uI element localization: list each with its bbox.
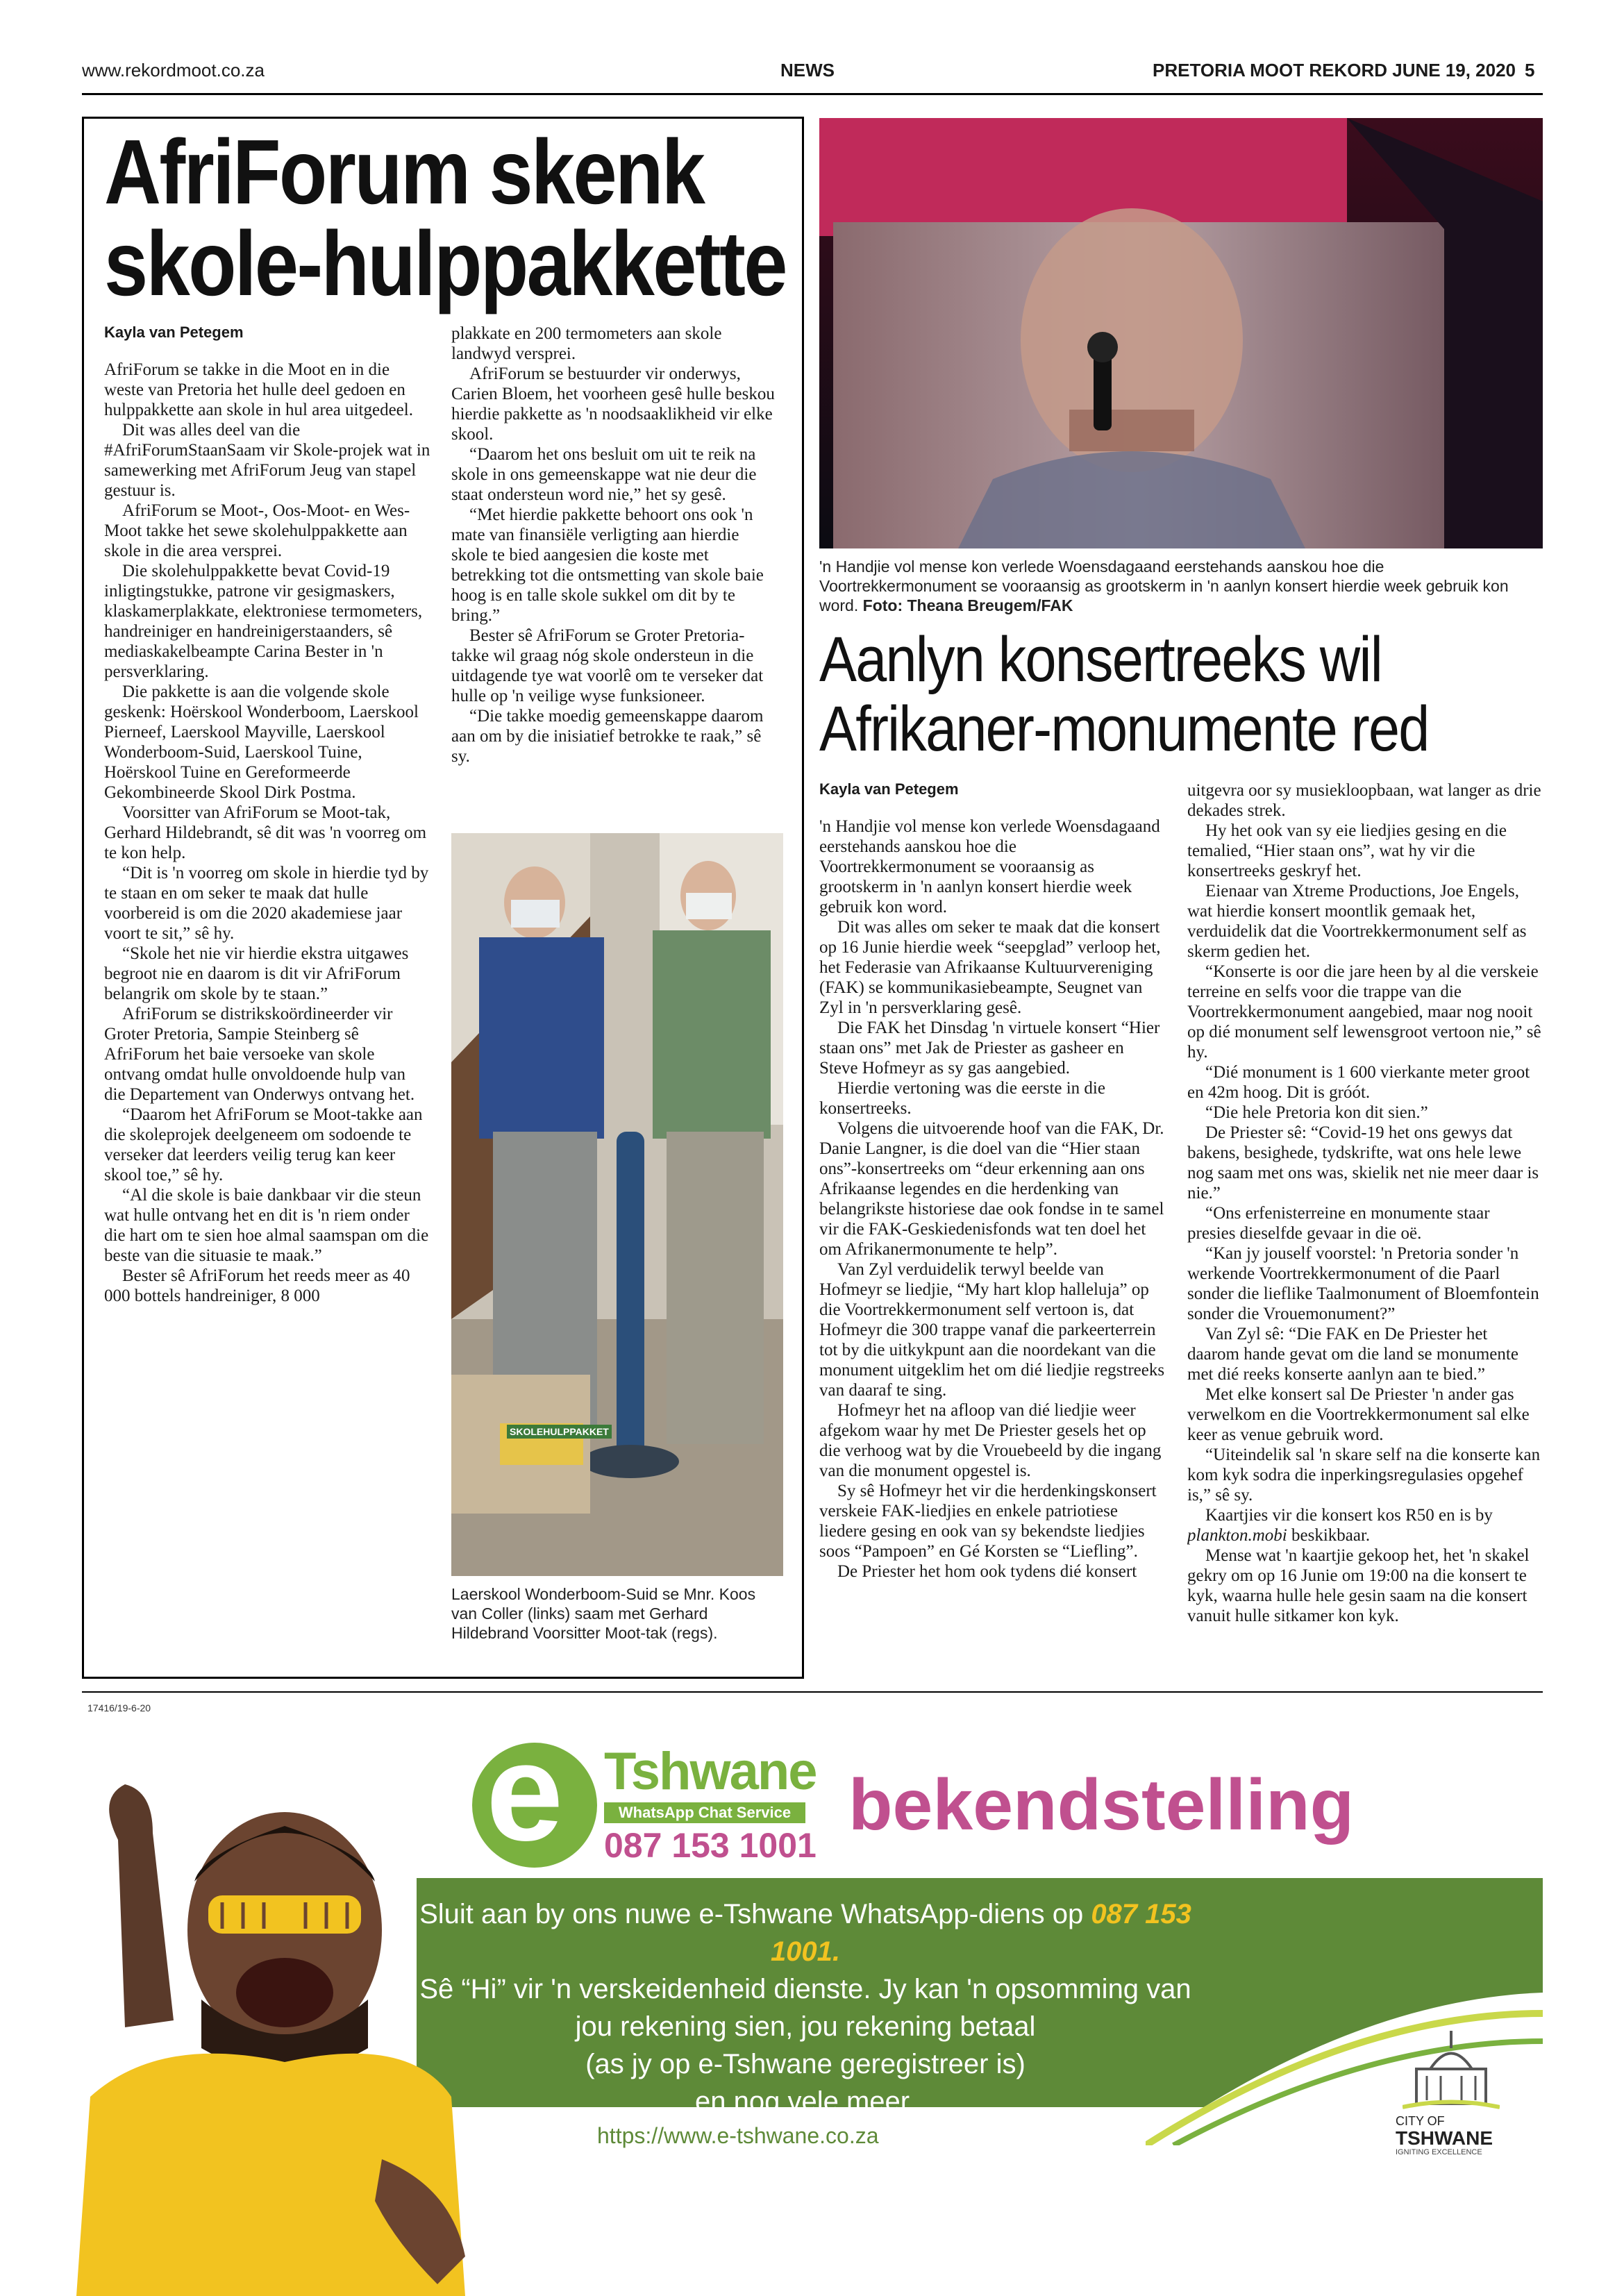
ad-logo-service: WhatsApp Chat Service <box>604 1802 805 1823</box>
paragraph: “Daarom het AfriForum se Moot-takke aan die skoleprojek deelgeneem om sodoende te verseker dat leerders veilig terug kan keer skool toe,” sê hy. <box>104 1105 423 1184</box>
article1-column-2 <box>451 324 778 810</box>
paragraph: “Konserte is oor die jare heen by al die verskeie terreine en selfs voor die trappe van die Voortrekkermonument aangebied, maar nog nooit op dié monument self lewensgroot vertoon nie,” sê hy. <box>1187 962 1541 1062</box>
article2-photo-credit: Foto: Theana Breugem/FAK <box>862 596 1073 614</box>
paragraph: Hofmeyr het na afloop van dié liedjie weer afgekom waar hy met De Priester gesels het op die verhoog wat by die Vrouebeeld by die ingang van die monument opgestel is. <box>819 1401 1162 1480</box>
paragraph: Sy sê Hofmeyr het vir die herdenkingskonsert verskeie FAK-liedjies en enkele patriotiese liedere gesing en ook van sy bekendste liedjies soos “Pampoen” en Gé Korsten se “Liefling”. <box>819 1482 1157 1561</box>
article2-column-2 <box>1187 780 1541 1677</box>
article1-photo-image <box>451 833 783 1576</box>
paragraph: “Die takke moedig gemeenskappe daarom aan om by die inisiatief betrokke te raak,” sê sy. <box>451 707 764 766</box>
paragraph: AfriForum se bestuurder vir onderwys, Carien Bloem, het voorheen gesê hulle beskou hierdie pakkette as 'n noodsaaklikheid vir elke skool. <box>451 364 775 444</box>
header-edition: PRETORIA MOOT REKORD JUNE 19, 2020 <box>1153 60 1516 81</box>
article1-headline-line2: skole-hulppakkette <box>104 212 786 315</box>
paragraph: Die pakkette is aan die volgende skole geskenk: Hoërskool Wonderboom, Laerskool Pierneef, Laerskool Mayville, Laerskool Wonderboom-Suid, Laerskool Tuine, Hoërskool Tuine en Gereformeerde Gekombineerde Skool Dirk Postma. <box>104 682 419 802</box>
paragraph: “Al die skole is baie dankbaar vir die steun wat hulle ontvang het en dit is 'n riem onder die hart om te sien hoe almal saamspan om die beste van die situasie te maak.” <box>104 1186 429 1265</box>
ticket-link[interactable]: plankton.mobi <box>1187 1526 1287 1545</box>
paragraph: “Dié monument is 1 600 vierkante meter groot en 42m hoog. Dit is gróót. <box>1187 1063 1530 1102</box>
paragraph: Die FAK het Dinsdag 'n virtuele konsert “Hier staan ons” met Jak de Priester as gasheer en Steve Hofmeyr as sy gas aangebied. <box>819 1019 1160 1078</box>
ad-city-tagline: IGNITING EXCELLENCE <box>1396 2148 1482 2156</box>
ad-url[interactable]: https://www.e-tshwane.co.za <box>597 2123 879 2148</box>
paragraph: plakkate en 200 termometers aan skole landwyd versprei. <box>451 324 722 363</box>
ad-line-4: (as jy op e-Tshwane geregistreer is) <box>585 2049 1026 2079</box>
paragraph: Van Zyl verduidelik terwyl beelde van Hofmeyr se liedjie, “My hart klop halleluja” op die Voortrekkermonument self vertoon is, dat Hofmeyr die 300 trappe vanaf die parkeerterrein tot by die uitkykpunt aan die noordekant van die monument uitgeklim het om dié liedjie regstreeks van daaraf te sing. <box>819 1260 1165 1400</box>
header-rule <box>82 93 1543 95</box>
paragraph: 'n Handjie vol mense kon verlede Woensdagaand eerstehands aanskou hoe die Voortrekkermonument se vooraansig as grootskerm in 'n aanlyn konsert hierdie week gebruik kon word. <box>819 817 1160 916</box>
paragraph: “Ons erfenisterreine en monumente staar presies dieselfde gevaar in die oë. <box>1187 1204 1490 1243</box>
paragraph: Hy het ook van sy eie liedjies gesing en die temalied, “Hier staan ons”, wat hy vir die konsertreeks geskryf het. <box>1187 821 1507 880</box>
paragraph: “Kan jy jouself voorstel: 'n Pretoria sonder 'n werkende Voortrekkermonument of die Paarl sonder die lieflike Taalmonument of Bloemfontein sonder die Vrouemonument?” <box>1187 1244 1539 1323</box>
article2-headline-line1: Aanlyn konsertreeks wil <box>819 624 1382 695</box>
ad-person-image <box>76 1770 465 2296</box>
paragraph: Bester sê AfriForum het reeds meer as 40 000 bottels handreiniger, 8 000 <box>104 1266 410 1305</box>
city-hall-icon <box>1403 2027 1500 2111</box>
ad-logo-name: Tshwane <box>604 1742 817 1801</box>
paragraph: AfriForum se takke in die Moot en in die weste van Pretoria het hulle deel gedoen en hulppakkette aan skole in hul area uitgedeel. <box>104 360 413 419</box>
ad-phone[interactable]: 087 153 1001 <box>604 1826 817 1865</box>
article2-column-1 <box>819 816 1166 1677</box>
content-bottom-rule <box>82 1691 1543 1693</box>
paragraph: Eienaar van Xtreme Productions, Joe Engels, wat hierdie konsert moontlik gemaak het, verduidelik dat die Voortrekkermonument self as skerm gedien het. <box>1187 882 1527 961</box>
ad-city-of: CITY OF <box>1396 2114 1445 2128</box>
box-label: SKOLEHULPPAKKET <box>507 1425 612 1439</box>
paragraph: AfriForum se Moot-, Oos-Moot- en Wes-Moot takke het sewe skolehulppakkette aan skole in die area versprei. <box>104 501 410 560</box>
paragraph: Hierdie vertoning was die eerste in die konsertreeks. <box>819 1079 1105 1118</box>
ad-line-1-text: Sluit aan by ons nuwe e-Tshwane WhatsApp-diens op <box>419 1899 1091 1929</box>
paragraph: Die skolehulppakkette bevat Covid-19 inligtingstukke, patrone vir gesigmaskers, klaskamerplakkate, elektroniese termometers, handreiniger en handreinigerstaanders, sê mediaskakelbeampte Carina Bester in 'n persverklaring. <box>104 562 423 681</box>
article2-photo-caption <box>819 557 1541 615</box>
article2-caption-text: 'n Handjie vol mense kon verlede Woensdagaand eerstehands aanskou hoe die Voortrekkermonument se vooraansig as grootskerm in 'n aanlyn konsert hierdie week gebruik kon word. <box>819 558 1509 614</box>
paragraph: “Uiteindelik sal 'n skare self na die konserte kan kom kyk sodra die inperkingsregulasies opgehef is,” sê sy. <box>1187 1446 1541 1505</box>
ad-line-2: Sê “Hi” vir 'n verskeidenheid dienste. Jy kan 'n opsomming van <box>419 1974 1191 2004</box>
article1-photo <box>451 833 783 1576</box>
article2-photo <box>819 118 1543 548</box>
article1-column-1 <box>104 360 430 1679</box>
article2-headline <box>819 625 1516 764</box>
ad-line-1 <box>417 1895 1194 1970</box>
paragraph: “Met hierdie pakkette behoort ons ook 'n mate van finansiële verligting aan hierdie skole te bied aangesien die koste met betrekking tot die ontsmetting van skole baie hoog is en talle skole sukkel om dit by te bring.” <box>451 505 764 625</box>
header-section: NEWS <box>780 60 835 81</box>
paragraph: AfriForum se distrikskoördineerder vir Groter Pretoria, Sampie Steinberg sê AfriForum het baie versoeke van skole ontvang omdat hulle onvoldoende hulp van die Departement van Onderwys ontvang het. <box>104 1005 415 1104</box>
paragraph: Bester sê AfriForum se Groter Pretoria-takke wil graag nóg skole ondersteun in die uitdagende tye wat voorlê om te verseker dat hulle op 'n veilige wyse funksioneer. <box>451 626 764 705</box>
paragraph: “Skole het nie vir hierdie ekstra uitgawes begroot nie en daarom is dit vir AfriForum belangrik om skole by te staan.” <box>104 944 409 1003</box>
paragraph: Mense wat 'n kaartjie gekoop het, het 'n skakel gekry om op 16 Junie om 19:00 na die konsert te kyk, waarna hulle hele gesin saam na die konsert vanuit hulle sitkamer kon kyk. <box>1187 1546 1530 1625</box>
paragraph: Met elke konsert sal De Priester 'n ander gas verwelkom en die Voortrekkermonument sal elke keer as venue gebruik word. <box>1187 1385 1530 1444</box>
article2-photo-image <box>819 118 1543 548</box>
article1-photo-caption: Laerskool Wonderboom-Suid se Mnr. Koos van Coller (links) saam met Gerhard Hildebrand Voorsitter Moot-tak (regs). <box>451 1585 756 1642</box>
paragraph: Van Zyl sê: “Die FAK en De Priester het daarom hande gevat om die land se monumente met dié reeks konserte aanlyn aan te bied.” <box>1187 1325 1518 1384</box>
ad-title: bekendstelling <box>848 1765 1355 1845</box>
ad-line-3: jou rekening sien, jou rekening betaal <box>575 2011 1036 2042</box>
paragraph: Dit was alles deel van die #AfriForumStaanSaam vir Skole-projek wat in samewerking met AfriForum Jeug van stapel gestuur is. <box>104 421 430 500</box>
ad-city-name: TSHWANE <box>1396 2127 1493 2149</box>
ad-line-5: en nog vele meer. <box>695 2086 916 2117</box>
paragraph: Kaartjies vir die konsert kos R50 en is by plankton.mobi beskikbaar. <box>1187 1506 1493 1545</box>
article2-headline-line2: Afrikaner-monumente red <box>819 694 1429 764</box>
header-website[interactable]: www.rekordmoot.co.za <box>82 60 265 81</box>
ad-logo-e: e <box>486 1715 564 1870</box>
ad-copy <box>417 1895 1194 2120</box>
footer-code: 17416/19-6-20 <box>87 1702 151 1713</box>
ticket-suffix: beskikbaar. <box>1287 1526 1371 1545</box>
advert <box>0 1715 1624 2296</box>
ad-line-1-phone[interactable]: 087 153 1001. <box>770 1899 1191 1967</box>
article1-headline-line1: AfriForum skenk <box>104 121 704 223</box>
article2-byline: Kayla van Petegem <box>819 780 959 798</box>
paragraph: Volgens die uitvoerende hoof van die FAK, Dr. Danie Langner, is die doel van die “Hier staan ons”-konsertreeks om “deur erkenning aan ons Afrikaanse legendes en die herdenking van belangrikste historiese dae ook fondse in te samel vir die FAK-Geskiedenisfonds wat ten doel het om Afrikanermonumente te help”. <box>819 1119 1164 1259</box>
paragraph: Dit was alles om seker te maak dat die konsert op 16 Junie hierdie week “seepglad” verloop het, het Federasie van Afrikaanse Kultuurvereniging (FAK) se kommunikasiebeampte, Seugnet van Zyl in 'n persverklaring gesê. <box>819 918 1161 1017</box>
paragraph: “Dit is 'n voorreg om skole in hierdie tyd by te staan en om seker te maak dat hulle voorbereid is om die 2020 akademiese jaar voort te sit,” sê hy. <box>104 864 429 943</box>
paragraph: uitgevra oor sy musiekloopbaan, wat langer as drie dekades strek. <box>1187 781 1541 820</box>
paragraph: De Priester sê: “Covid-19 het ons gewys dat bakens, besighede, tydskrifte, wat ons hele lewe nog saam met ons was, skielik net nie meer daar is nie.” <box>1187 1123 1539 1203</box>
page-number: 5 <box>1525 60 1535 81</box>
article1-byline: Kayla van Petegem <box>104 324 244 341</box>
paragraph: “Die hele Pretoria kon dit sien.” <box>1205 1103 1428 1122</box>
paragraph: “Daarom het ons besluit om uit te reik na skole in ons gemeenskappe wat nie deur die staat ondersteun word nie,” het sy gesê. <box>451 445 757 504</box>
paragraph: De Priester het hom ook tydens dié konsert <box>837 1562 1137 1581</box>
article1-headline <box>104 121 797 315</box>
paragraph: Voorsitter van AfriForum se Moot-tak, Gerhard Hildebrandt, sê dit was 'n voorreg om te kon help. <box>104 803 427 862</box>
